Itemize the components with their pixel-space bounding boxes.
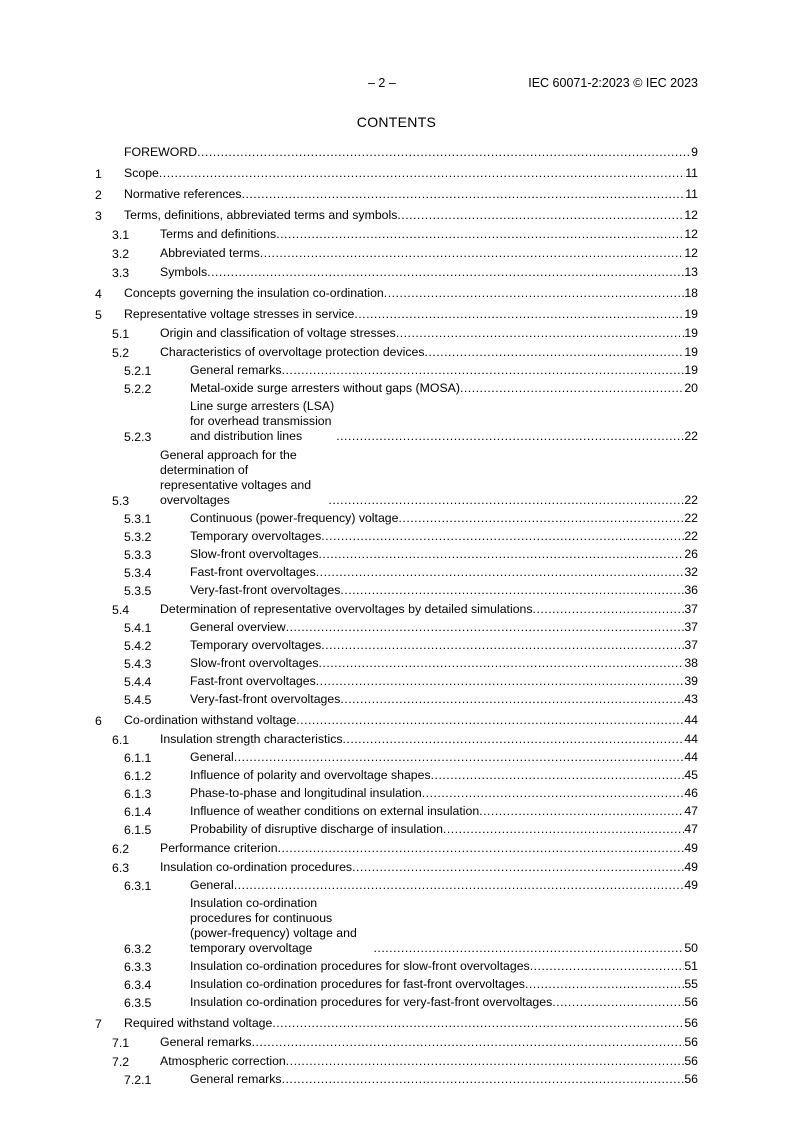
toc-entry[interactable] — [95, 246, 698, 261]
toc-entry-title: Very-fast-front overvoltages — [190, 692, 341, 706]
toc-entry-number: 2 — [95, 188, 102, 202]
toc-entry-title: Representative voltage stresses in service — [124, 307, 355, 321]
toc-entry-title: Co-ordination withstand voltage — [124, 713, 297, 727]
toc-entry-title: Fast-front overvoltages — [190, 565, 316, 579]
toc-leader-dots — [319, 656, 685, 671]
toc-leader-dots — [352, 860, 684, 875]
toc-entry-title: Characteristics of overvoltage protection devices — [160, 345, 425, 359]
toc-entry-number: 5.2 — [112, 346, 130, 360]
toc-leader-dots — [276, 227, 684, 242]
toc-entry-page: 9 — [691, 145, 698, 159]
toc-entry-title: Slow-front overvoltages — [190, 656, 319, 670]
toc-entry-title: Slow-front overvoltages — [190, 547, 319, 561]
toc-leader-dots — [336, 429, 684, 444]
toc-leader-dots — [234, 750, 685, 765]
toc-entry-title: Temporary overvoltages — [190, 529, 322, 543]
toc-leader-dots — [397, 208, 684, 223]
toc-entry[interactable] — [95, 896, 698, 956]
toc-entry-number: 5.4 — [112, 603, 130, 617]
toc-entry-number: 3.1 — [112, 228, 130, 242]
toc-entry[interactable] — [95, 768, 698, 783]
toc-leader-dots — [234, 878, 685, 893]
toc-leader-dots — [282, 1072, 685, 1087]
toc-entry[interactable] — [95, 959, 698, 974]
toc-entry-page: 43 — [684, 692, 698, 706]
toc-leader-dots — [396, 326, 685, 341]
toc-entry-page: 49 — [684, 860, 698, 874]
toc-entry-number: 6.1.1 — [124, 751, 152, 765]
toc-entry[interactable] — [95, 995, 698, 1010]
toc-entry[interactable] — [95, 529, 698, 544]
toc-entry-page: 18 — [684, 286, 698, 300]
toc-entry[interactable] — [95, 227, 698, 242]
toc-entry-number: 6 — [95, 714, 102, 728]
toc-entry-number: 5.4.3 — [124, 657, 152, 671]
toc-entry-page: 47 — [684, 822, 698, 836]
toc-entry-number: 5 — [95, 308, 102, 322]
toc-leader-dots — [422, 786, 685, 801]
toc-entry-title: Symbols — [160, 265, 208, 279]
page-title: CONTENTS — [356, 114, 437, 130]
toc-entry-number: 5.1 — [112, 327, 130, 341]
toc-entry[interactable] — [95, 977, 698, 992]
toc-entry-page: 56 — [684, 995, 698, 1009]
toc-entry[interactable] — [95, 307, 698, 322]
toc-entry-title: Insulation co-ordination procedures for continuous (power-frequency) voltage and temporary overvoltage — [190, 896, 357, 955]
toc-entry-title: Determination of representative overvoltages by detailed simulations — [160, 602, 533, 616]
toc-leader-dots — [316, 565, 685, 580]
toc-entry-page: 37 — [684, 602, 698, 616]
toc-entry[interactable] — [95, 713, 698, 728]
toc-entry[interactable] — [95, 583, 698, 598]
toc-entry-page: 22 — [684, 511, 698, 525]
toc-entry[interactable] — [95, 804, 698, 819]
toc-entry-title: Fast-front overvoltages — [190, 674, 316, 688]
toc-entry-page: 32 — [684, 565, 698, 579]
toc-entry[interactable] — [95, 841, 698, 856]
toc-entry-title: General — [190, 878, 234, 892]
toc-entry[interactable] — [95, 674, 698, 689]
toc-entry[interactable] — [95, 145, 698, 160]
toc-entry[interactable] — [95, 1054, 698, 1069]
toc-entry-title: Influence of weather conditions on external insulation — [190, 804, 480, 818]
toc-entry-title: Influence of polarity and overvoltage shapes — [190, 768, 431, 782]
toc-entry-page: 39 — [684, 674, 698, 688]
toc-entry[interactable] — [95, 656, 698, 671]
toc-entry-number: 5.3 — [112, 494, 130, 508]
toc-entry-number: 6.1.5 — [124, 823, 152, 837]
toc-entry[interactable] — [95, 187, 698, 202]
toc-entry-page: 37 — [684, 638, 698, 652]
toc-leader-dots — [321, 529, 684, 544]
toc-leader-dots — [530, 959, 685, 974]
toc-entry-page: 56 — [684, 1016, 698, 1030]
toc-entry-number: 5.4.4 — [124, 675, 152, 689]
toc-entry-title: General remarks — [190, 363, 282, 377]
toc-entry-title: Insulation co-ordination procedures for fast-front overvoltages — [190, 977, 525, 991]
toc-entry[interactable] — [95, 822, 698, 837]
toc-leader-dots — [373, 941, 684, 956]
toc-entry-number: 6.3.2 — [124, 942, 152, 956]
toc-entry-page: 13 — [684, 265, 698, 279]
toc-entry-title: Terms, definitions, abbreviated terms and symbols — [124, 208, 398, 222]
toc-entry-page: 11 — [685, 187, 698, 201]
toc-entry-title: General overview — [190, 620, 286, 634]
toc-entry[interactable] — [95, 620, 698, 635]
toc-leader-dots — [340, 692, 684, 707]
toc-leader-dots — [340, 583, 684, 598]
toc-entry[interactable] — [95, 208, 698, 223]
toc-leader-dots — [533, 602, 685, 617]
toc-entry-number: 6.3.5 — [124, 996, 152, 1010]
toc-entry-title: Scope — [124, 166, 159, 180]
toc-entry[interactable] — [95, 1016, 698, 1031]
toc-leader-dots — [316, 674, 685, 689]
standard-identifier: IEC 60071-2:2023 © IEC 2023 — [528, 76, 698, 90]
toc-entry-page: 55 — [684, 977, 698, 991]
toc-leader-dots — [159, 166, 685, 181]
toc-entry-title: Insulation co-ordination procedures for very-fast-front overvoltages — [190, 995, 553, 1009]
toc-entry-page: 44 — [684, 732, 698, 746]
toc-entry[interactable] — [95, 565, 698, 580]
toc-entry-number: 6.2 — [112, 842, 130, 856]
page-header — [95, 76, 698, 92]
toc-entry-page: 49 — [684, 841, 698, 855]
toc-entry-page: 19 — [684, 307, 698, 321]
toc-entry[interactable] — [95, 326, 698, 341]
toc-entry-page: 44 — [684, 713, 698, 727]
toc-leader-dots — [260, 246, 685, 261]
toc-entry-title: Insulation strength characteristics — [160, 732, 343, 746]
toc-entry-title: Atmospheric correction — [160, 1054, 286, 1068]
toc-entry-page: 12 — [684, 227, 698, 241]
toc-entry-title: General — [190, 750, 234, 764]
toc-entry-number: 5.4.5 — [124, 693, 152, 707]
toc-entry-title: General remarks — [160, 1035, 252, 1049]
toc-entry-page: 38 — [684, 656, 698, 670]
toc-entry-page: 36 — [684, 583, 698, 597]
toc-entry[interactable] — [95, 286, 698, 301]
toc-entry-title: Probability of disruptive discharge of insulation — [190, 822, 443, 836]
toc-entry-number: 6.1.3 — [124, 787, 152, 801]
toc-leader-dots — [328, 493, 684, 508]
toc-entry-number: 5.3.3 — [124, 548, 152, 562]
toc-entry[interactable] — [95, 1072, 698, 1087]
toc-entry[interactable] — [95, 602, 698, 617]
table-of-contents — [95, 145, 698, 1087]
toc-entry-page: 12 — [684, 246, 698, 260]
toc-entry-number: 6.1 — [112, 733, 130, 747]
toc-leader-dots — [552, 995, 684, 1010]
toc-entry-page: 46 — [684, 786, 698, 800]
toc-entry-number: 6.1.4 — [124, 805, 152, 819]
toc-entry-title: Performance criterion — [160, 841, 278, 855]
toc-entry-page: 12 — [684, 208, 698, 222]
toc-leader-dots — [443, 822, 684, 837]
toc-entry-page: 19 — [684, 326, 698, 340]
toc-entry-number: 7.2 — [112, 1055, 130, 1069]
toc-entry-title: Temporary overvoltages — [190, 638, 322, 652]
toc-leader-dots — [282, 363, 685, 378]
toc-entry-number: 5.2.1 — [124, 364, 152, 378]
toc-leader-dots — [343, 732, 685, 747]
toc-leader-dots — [272, 1016, 684, 1031]
toc-entry-number: 6.1.2 — [124, 769, 152, 783]
toc-entry-number: 6.3.1 — [124, 879, 152, 893]
toc-entry-page: 11 — [685, 166, 698, 180]
toc-entry-title: Concepts governing the insulation co-ordination — [124, 286, 384, 300]
toc-entry-page: 51 — [684, 959, 698, 973]
toc-entry-title: Insulation co-ordination procedures for slow-front overvoltages — [190, 959, 530, 973]
toc-leader-dots — [242, 187, 686, 202]
toc-leader-dots — [354, 307, 684, 322]
toc-entry-page: 26 — [684, 547, 698, 561]
toc-entry[interactable] — [95, 638, 698, 653]
toc-entry[interactable] — [95, 511, 698, 526]
toc-entry[interactable] — [95, 750, 698, 765]
toc-leader-dots — [321, 638, 684, 653]
toc-entry-page: 56 — [684, 1072, 698, 1086]
toc-leader-dots — [296, 713, 684, 728]
toc-entry[interactable] — [95, 448, 698, 508]
toc-entry[interactable] — [95, 381, 698, 396]
toc-entry[interactable] — [95, 399, 698, 444]
toc-entry-number: 7.1 — [112, 1036, 130, 1050]
toc-entry-page: 50 — [684, 941, 698, 955]
toc-entry[interactable] — [95, 547, 698, 562]
toc-entry-title: Very-fast-front overvoltages — [190, 583, 341, 597]
toc-leader-dots — [525, 977, 684, 992]
toc-entry-page: 37 — [684, 620, 698, 634]
toc-entry-number: 6.3.4 — [124, 978, 152, 992]
toc-entry-title: Metal-oxide surge arresters without gaps (MOSA) — [190, 381, 460, 395]
toc-entry-page: 56 — [684, 1054, 698, 1068]
toc-entry-number: 5.3.2 — [124, 530, 152, 544]
toc-entry[interactable] — [95, 692, 698, 707]
toc-entry-title: Line surge arresters (LSA) for overhead transmission and distribution lines — [190, 399, 335, 443]
toc-leader-dots — [278, 841, 685, 856]
toc-entry[interactable] — [95, 345, 698, 360]
toc-leader-dots — [252, 1035, 685, 1050]
toc-entry[interactable] — [95, 786, 698, 801]
toc-entry-page: 22 — [684, 429, 698, 443]
toc-entry-number: 3.3 — [112, 266, 130, 280]
toc-entry-page: 47 — [684, 804, 698, 818]
toc-entry[interactable] — [95, 363, 698, 378]
page-number: – 2 – — [368, 76, 396, 90]
toc-entry-number: 5.4.2 — [124, 639, 152, 653]
toc-entry-title: Required withstand voltage — [124, 1016, 273, 1030]
toc-entry-number: 5.3.4 — [124, 566, 152, 580]
toc-entry-number: 5.2.3 — [124, 430, 152, 444]
toc-entry-page: 19 — [684, 363, 698, 377]
toc-entry-title: Phase-to-phase and longitudinal insulation — [190, 786, 422, 800]
toc-entry[interactable] — [95, 265, 698, 280]
toc-entry-title: Terms and definitions — [160, 227, 277, 241]
toc-entry-number: 5.3.5 — [124, 584, 152, 598]
toc-entry-number: 6.3 — [112, 861, 130, 875]
toc-entry-page: 22 — [684, 493, 698, 507]
toc-entry-number: 6.3.3 — [124, 960, 152, 974]
toc-entry-number: 4 — [95, 287, 102, 301]
toc-entry-number: 5.4.1 — [124, 621, 152, 635]
toc-leader-dots — [398, 511, 684, 526]
toc-leader-dots — [479, 804, 684, 819]
toc-entry-title: FOREWORD — [124, 145, 198, 159]
toc-leader-dots — [207, 265, 684, 280]
toc-entry-number: 5.3.1 — [124, 512, 152, 526]
toc-entry-number: 3 — [95, 209, 102, 223]
toc-entry-page: 45 — [684, 768, 698, 782]
toc-entry-number: 7.2.1 — [124, 1073, 152, 1087]
toc-leader-dots — [319, 547, 685, 562]
toc-leader-dots — [384, 286, 685, 301]
toc-leader-dots — [286, 1054, 685, 1069]
toc-entry-page: 19 — [684, 345, 698, 359]
toc-entry-page: 56 — [684, 1035, 698, 1049]
toc-entry-title: Origin and classification of voltage stresses — [160, 326, 396, 340]
toc-entry[interactable] — [95, 860, 698, 875]
toc-leader-dots — [460, 381, 684, 396]
toc-entry-title: Abbreviated terms — [160, 246, 260, 260]
toc-entry-title: General approach for the determination of representative voltages and overvoltages — [160, 448, 312, 507]
toc-entry-title: General remarks — [190, 1072, 282, 1086]
toc-entry-number: 5.2.2 — [124, 382, 152, 396]
toc-entry-title: Continuous (power-frequency) voltage — [190, 511, 399, 525]
toc-leader-dots — [425, 345, 685, 360]
toc-entry-page: 49 — [684, 878, 698, 892]
toc-leader-dots — [197, 145, 691, 160]
toc-entry-page: 44 — [684, 750, 698, 764]
toc-entry-number: 7 — [95, 1017, 102, 1031]
toc-entry[interactable] — [95, 166, 698, 181]
toc-entry-number: 3.2 — [112, 247, 130, 261]
toc-entry[interactable] — [95, 1035, 698, 1050]
toc-entry-title: Normative references — [124, 187, 242, 201]
toc-entry-page: 22 — [684, 529, 698, 543]
toc-entry[interactable] — [95, 732, 698, 747]
toc-entry-title: Insulation co-ordination procedures — [160, 860, 353, 874]
toc-entry[interactable] — [95, 878, 698, 893]
toc-entry-page: 20 — [684, 381, 698, 395]
toc-leader-dots — [286, 620, 685, 635]
toc-leader-dots — [431, 768, 685, 783]
toc-entry-number: 1 — [95, 167, 102, 181]
